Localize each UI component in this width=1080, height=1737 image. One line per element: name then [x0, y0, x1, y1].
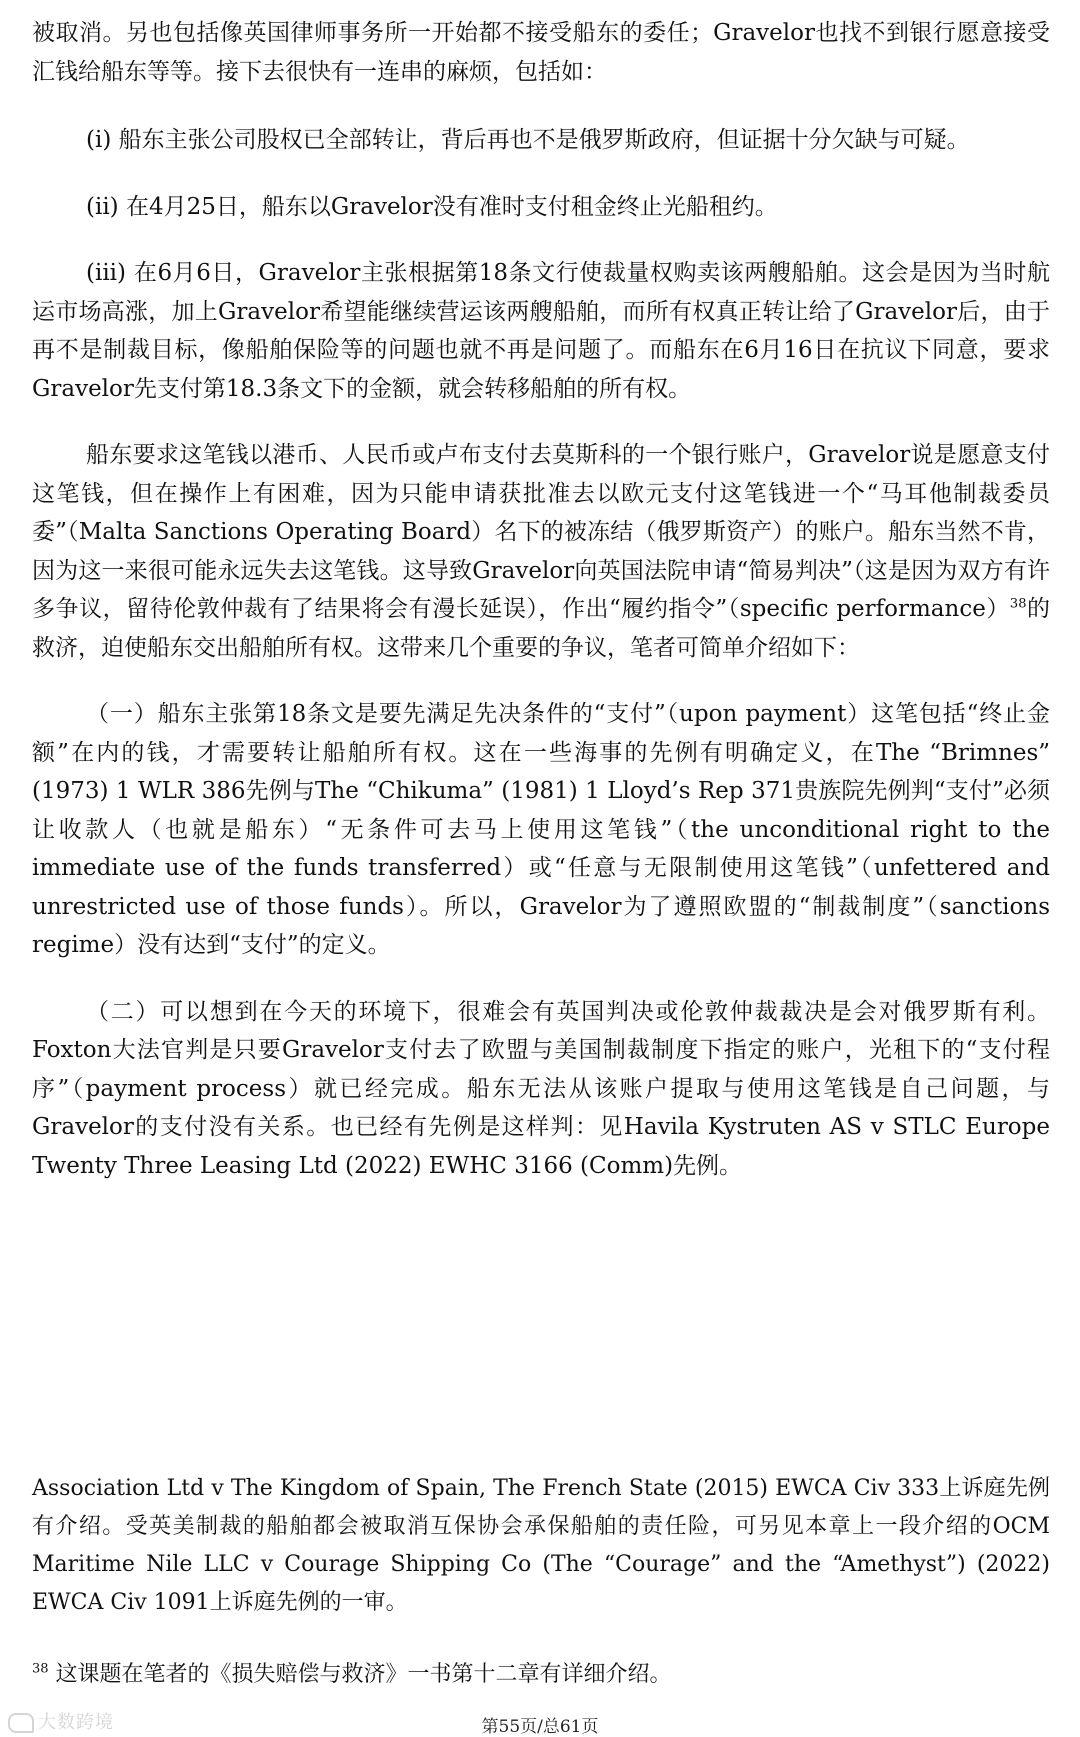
paragraph-point-two: （二）可以想到在今天的环境下，很难会有英国判决或伦敦仲裁裁决是会对俄罗斯有利。Foxton大法官判是只要Gravelor支付去了欧盟与美国制裁制度下指定的账户，光租下的“支付程序”（payment process）就已经完成。船东无法从该账户提取与使用这笔钱是自己问题，与Gravelor的支付没有关系。也已经有先例是这样判：见Havila Kystruten AS v STLC Europe Twenty Three Leasing Ltd (2022) EWHC 3166 (Comm)先例。 — [32, 998, 1050, 1179]
page-number: 第55页/总61页 — [481, 1717, 599, 1737]
footnote-38-text: 这课题在笔者的《损失赔偿与救济》一书第十二章有详细介绍。 — [48, 1662, 672, 1687]
paragraph-main-part-a: 船东要求这笔钱以港币、人民币或卢布支付去莫斯科的一个银行账户，Gravelor说是愿意支付这笔钱，但在操作上有困难，因为只能申请获批准去以欧元支付这笔钱进一个“马耳他制裁委员委”（Malta Sanctions Operating Board）名下的被冻结（俄罗斯资产）的账户。船东当然不肯，因为这一来很可能永远失去这笔钱。这导致Gravelor向英国法院申请“简易判决”（这是因为双方有许多争议，留待伦敦仲裁有了结果将会有漫长延误），作出“履约指令”（specific performance） — [32, 442, 1050, 622]
footnote-38 — [32, 1656, 1050, 1694]
watermark-text: 大数跨境 — [38, 1712, 114, 1733]
paragraph-item-i: (i) 船东主张公司股权已全部转让，背后再也不是俄罗斯政府，但证据十分欠缺与可疑。 — [86, 127, 970, 153]
document-body — [32, 14, 1050, 1185]
paragraph-main-part-b: 的救济，迫使船东交出船舶所有权。这带来几个重要的争议，笔者可简单介绍如下： — [32, 596, 1051, 661]
footnote-38-mark: 38 — [32, 1661, 49, 1677]
paragraph-intro: 被取消。另也包括像英国律师事务所一开始都不接受船东的委任；Gravelor也找不到银行愿意接受汇钱给船东等等。接下去很快有一连串的麻烦，包括如： — [32, 20, 1050, 85]
footnote-ref-38[interactable]: 38 — [1009, 596, 1027, 612]
footnote-continued: Association Ltd v The Kingdom of Spain, The French State (2015) EWCA Civ 333上诉庭先例有介绍。受英美制裁的船舶都会被取消互保协会承保船舶的责任险，可另见本章上一段介绍的OCM Maritime Nile LLC v Courage Shipping Co (The “Courage” and the “Amethyst”) (2022) EWCA Civ 1091上诉庭先例的一审。 — [32, 1476, 1050, 1615]
paragraph-item-ii: (ii) 在4月25日，船东以Gravelor没有准时支付租金终止光船租约。 — [86, 193, 778, 220]
footnote-area — [32, 1470, 1050, 1694]
paragraph-main — [32, 436, 1050, 667]
paragraph-point-one: （一）船东主张第18条文是要先满足先决条件的“支付”（upon payment）这笔包括“终止金额”在内的钱，才需要转让船舶所有权。这在一些海事的先例有明确定义，在The “Brimnes” (1973) 1 WLR 386先例与The “Chikuma” (1981) 1 Lloyd’s Rep 371贵族院先例判“支付”必须让收款人（也就是船东）“无条件可去马上使用这笔钱”（the unconditional right to the immediate use of the funds transferred）或“任意与无限制使用这笔钱”（unfettered and unrestricted use of those funds）。所以，Gravelor为了遵照欧盟的“制裁制度”（sanctions regime）没有达到“支付”的定义。 — [32, 701, 1050, 958]
paragraph-item-iii: (iii) 在6月6日，Gravelor主张根据第18条文行使裁量权购卖该两艘船舶。这会是因为当时航运市场高涨，加上Gravelor希望能继续营运该两艘船舶，而所有权真正转让给了Gravelor后，由于再不是制裁目标，像船舶保险等的问题也就不再是问题了。而船东在6月16日在抗议下同意，要求Gravelor先支付第18.3条文下的金额，就会转移船舶的所有权。 — [32, 260, 1050, 402]
